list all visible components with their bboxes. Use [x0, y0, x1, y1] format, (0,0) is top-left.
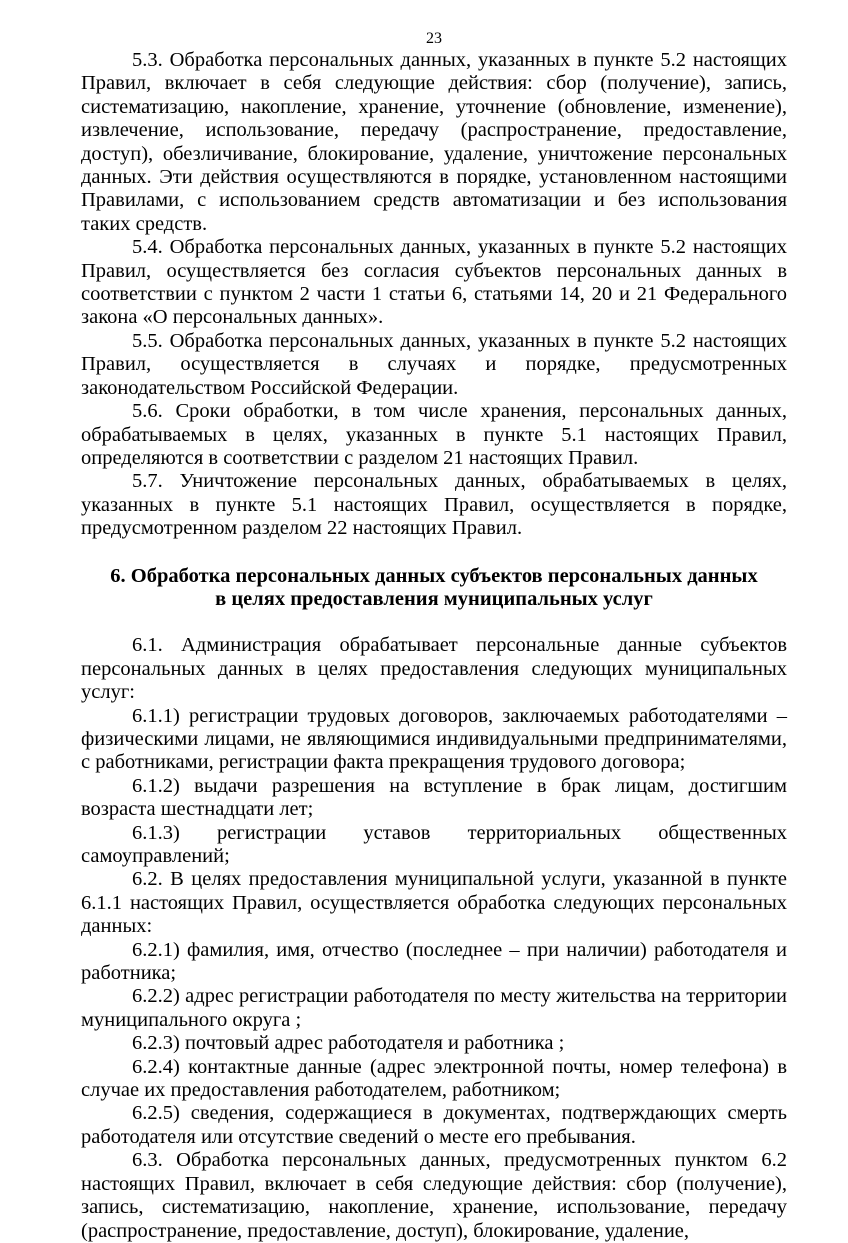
paragraph-6-2-5: 6.2.5) сведения, содержащиеся в документах, подтверждающих смерть работодателя или отсутствие сведений о месте его пребывания. [81, 1102, 787, 1148]
section-6-heading [81, 565, 787, 612]
section-heading-line-1: 6. Обработка персональных данных субъектов персональных данных [110, 564, 758, 587]
paragraph-5-5: 5.5. Обработка персональных данных, указанных в пункте 5.2 настоящих Правил, осуществляется в случаях и порядке, предусмотренных законодательством Российской Федерации. [81, 329, 787, 399]
paragraph-6-2-1: 6.2.1) фамилия, имя, отчество (последнее – при наличии) работодателя и работника; [81, 938, 787, 985]
section-heading-line-2: в целях предоставления муниципальных услуг [215, 587, 653, 610]
paragraph-6-2-4: 6.2.4) контактные данные (адрес электронной почты, номер телефона) в случае их предоставления работодателем, работником; [81, 1055, 787, 1102]
paragraph-5-7: 5.7. Уничтожение персональных данных, обрабатываемых в целях, указанных в пункте 5.1 настоящих Правил, осуществляется в порядке, предусмотренном разделом 22 настоящих Правил. [81, 470, 787, 540]
paragraph-6-2-3: 6.2.3) почтовый адрес работодателя и работника ; [132, 1032, 565, 1055]
paragraph-6-1-1: 6.1.1) регистрации трудовых договоров, заключаемых работодателями – физическими лицами, не являющимися индивидуальными предпринимателями, с работниками, регистрации факта прекращения трудового договора; [81, 704, 787, 774]
page-number: 23 [426, 30, 442, 47]
paragraph-6-2-2: 6.2.2) адрес регистрации работодателя по месту жительства на территории муниципального округа ; [81, 985, 787, 1031]
paragraph-5-3: 5.3. Обработка персональных данных, указанных в пункте 5.2 настоящих Правил, включает в себя следующие действия: сбор (получение), запись, систематизацию, накопление, хранение, уточнение (обновление, изменение), извлечение, использование, передачу (распространение, предоставление, доступ), обезличивание, блокирование, удаление, уничтожение персональных данных. Эти действия осуществляются в порядке, установленном настоящими Правилами, с использованием средств автоматизации и без использования таких средств. [81, 49, 787, 235]
paragraph-5-4: 5.4. Обработка персональных данных, указанных в пункте 5.2 настоящих Правил, осуществляется без согласия субъектов персональных данных в соответствии с пунктом 2 части 1 статьи 6, статьями 14, 20 и 21 Федерального закона «О персональных данных». [81, 236, 787, 329]
document-page [81, 0, 787, 1243]
paragraph-6-2: 6.2. В целях предоставления муниципальной услуги, указанной в пункте 6.1.1 настоящих Правил, осуществляется обработка следующих персональных данных: [81, 868, 787, 938]
paragraph-6-3: 6.3. Обработка персональных данных, предусмотренных пунктом 6.2 настоящих Правил, включает в себя следующие действия: сбор (получение), запись, систематизацию, накопление, хранение, использование, передачу (распространение, предоставление, доступ), блокирование, удаление, [81, 1149, 787, 1242]
document-body [81, 49, 787, 1243]
paragraph-6-1: 6.1. Администрация обрабатывает персональные данные субъектов персональных данных в целях предоставления следующих муниципальных услуг: [81, 634, 787, 704]
paragraph-6-1-2: 6.1.2) выдачи разрешения на вступление в брак лицам, достигшим возраста шестнадцати лет; [81, 774, 787, 821]
paragraph-6-1-3: 6.1.3) регистрации уставов территориальных общественных самоуправлений; [81, 821, 787, 867]
paragraph-5-6: 5.6. Сроки обработки, в том числе хранения, персональных данных, обрабатываемых в целях, указанных в пункте 5.1 настоящих Правил, определяются в соответствии с разделом 21 настоящих Правил. [81, 400, 787, 469]
